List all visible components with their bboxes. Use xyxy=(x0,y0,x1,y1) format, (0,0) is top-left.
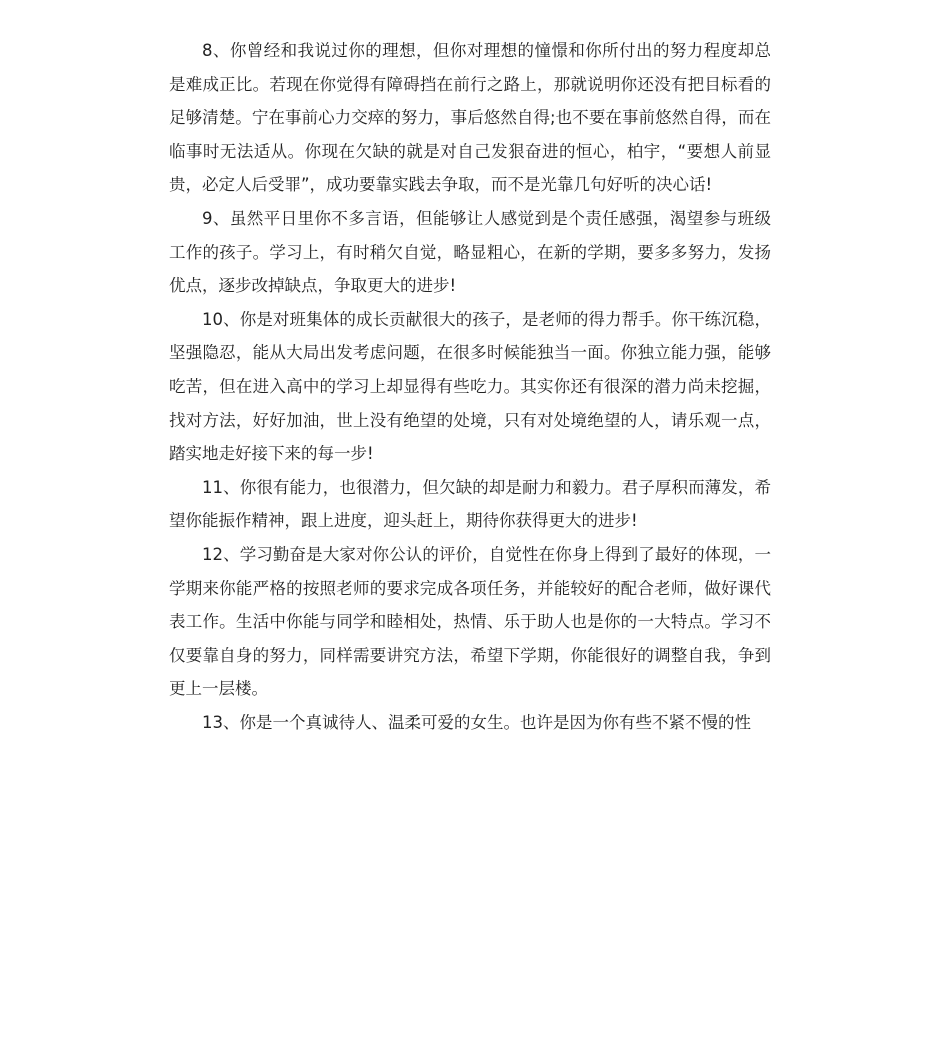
paragraph-12: 12、学习勤奋是大家对你公认的评价，自觉性在你身上得到了最好的体现，一学期来你能严格的按照老师的要求完成各项任务，并能较好的配合老师，做好课代表工作。生活中你能与同学和睦相处，热情、乐于助人也是你的一大特点。学习不仅要靠自身的努力，同样需要讲究方法，希望下学期，你能很好的调整自我，争到更上一层楼。 xyxy=(169,544,771,699)
paragraph-9: 9、虽然平日里你不多言语，但能够让人感觉到是个责任感强，渴望参与班级工作的孩子。学习上，有时稍欠自觉，略显粗心，在新的学期，要多多努力，发扬优点，逐步改掉缺点，争取更大的进步! xyxy=(169,208,771,296)
paragraph-13: 13、你是一个真诚待人、温柔可爱的女生。也许是因为你有些不紧不慢的性 xyxy=(202,712,751,732)
paragraph-8: 8、你曾经和我说过你的理想，但你对理想的憧憬和你所付出的努力程度却总是难成正比。若现在你觉得有障碍挡在前行之路上，那就说明你还没有把目标看的足够清楚。宁在事前心力交瘁的努力，事后悠然自得;也不要在事前悠然自得，而在临事时无法适从。你现在欠缺的就是对自己发狠奋进的恒心，柏宇，“要想人前显贵，必定人后受罪”，成功要靠实践去争取，而不是光靠几句好听的决心话! xyxy=(169,41,771,195)
document-body xyxy=(169,34,771,739)
paragraph-11: 11、你很有能力，也很潜力，但欠缺的却是耐力和毅力。君子厚积而薄发，希望你能振作精神，跟上进度，迎头赶上，期待你获得更大的进步! xyxy=(169,477,771,531)
paragraph-10: 10、你是对班集体的成长贡献很大的孩子，是老师的得力帮手。你干练沉稳，坚强隐忍，能从大局出发考虑问题，在很多时候能独当一面。你独立能力强，能够吃苦，但在进入高中的学习上却显得有些吃力。其实你还有很深的潜力尚未挖掘，找对方法，好好加油，世上没有绝望的处境，只有对处境绝望的人，请乐观一点，踏实地走好接下来的每一步! xyxy=(169,309,771,464)
